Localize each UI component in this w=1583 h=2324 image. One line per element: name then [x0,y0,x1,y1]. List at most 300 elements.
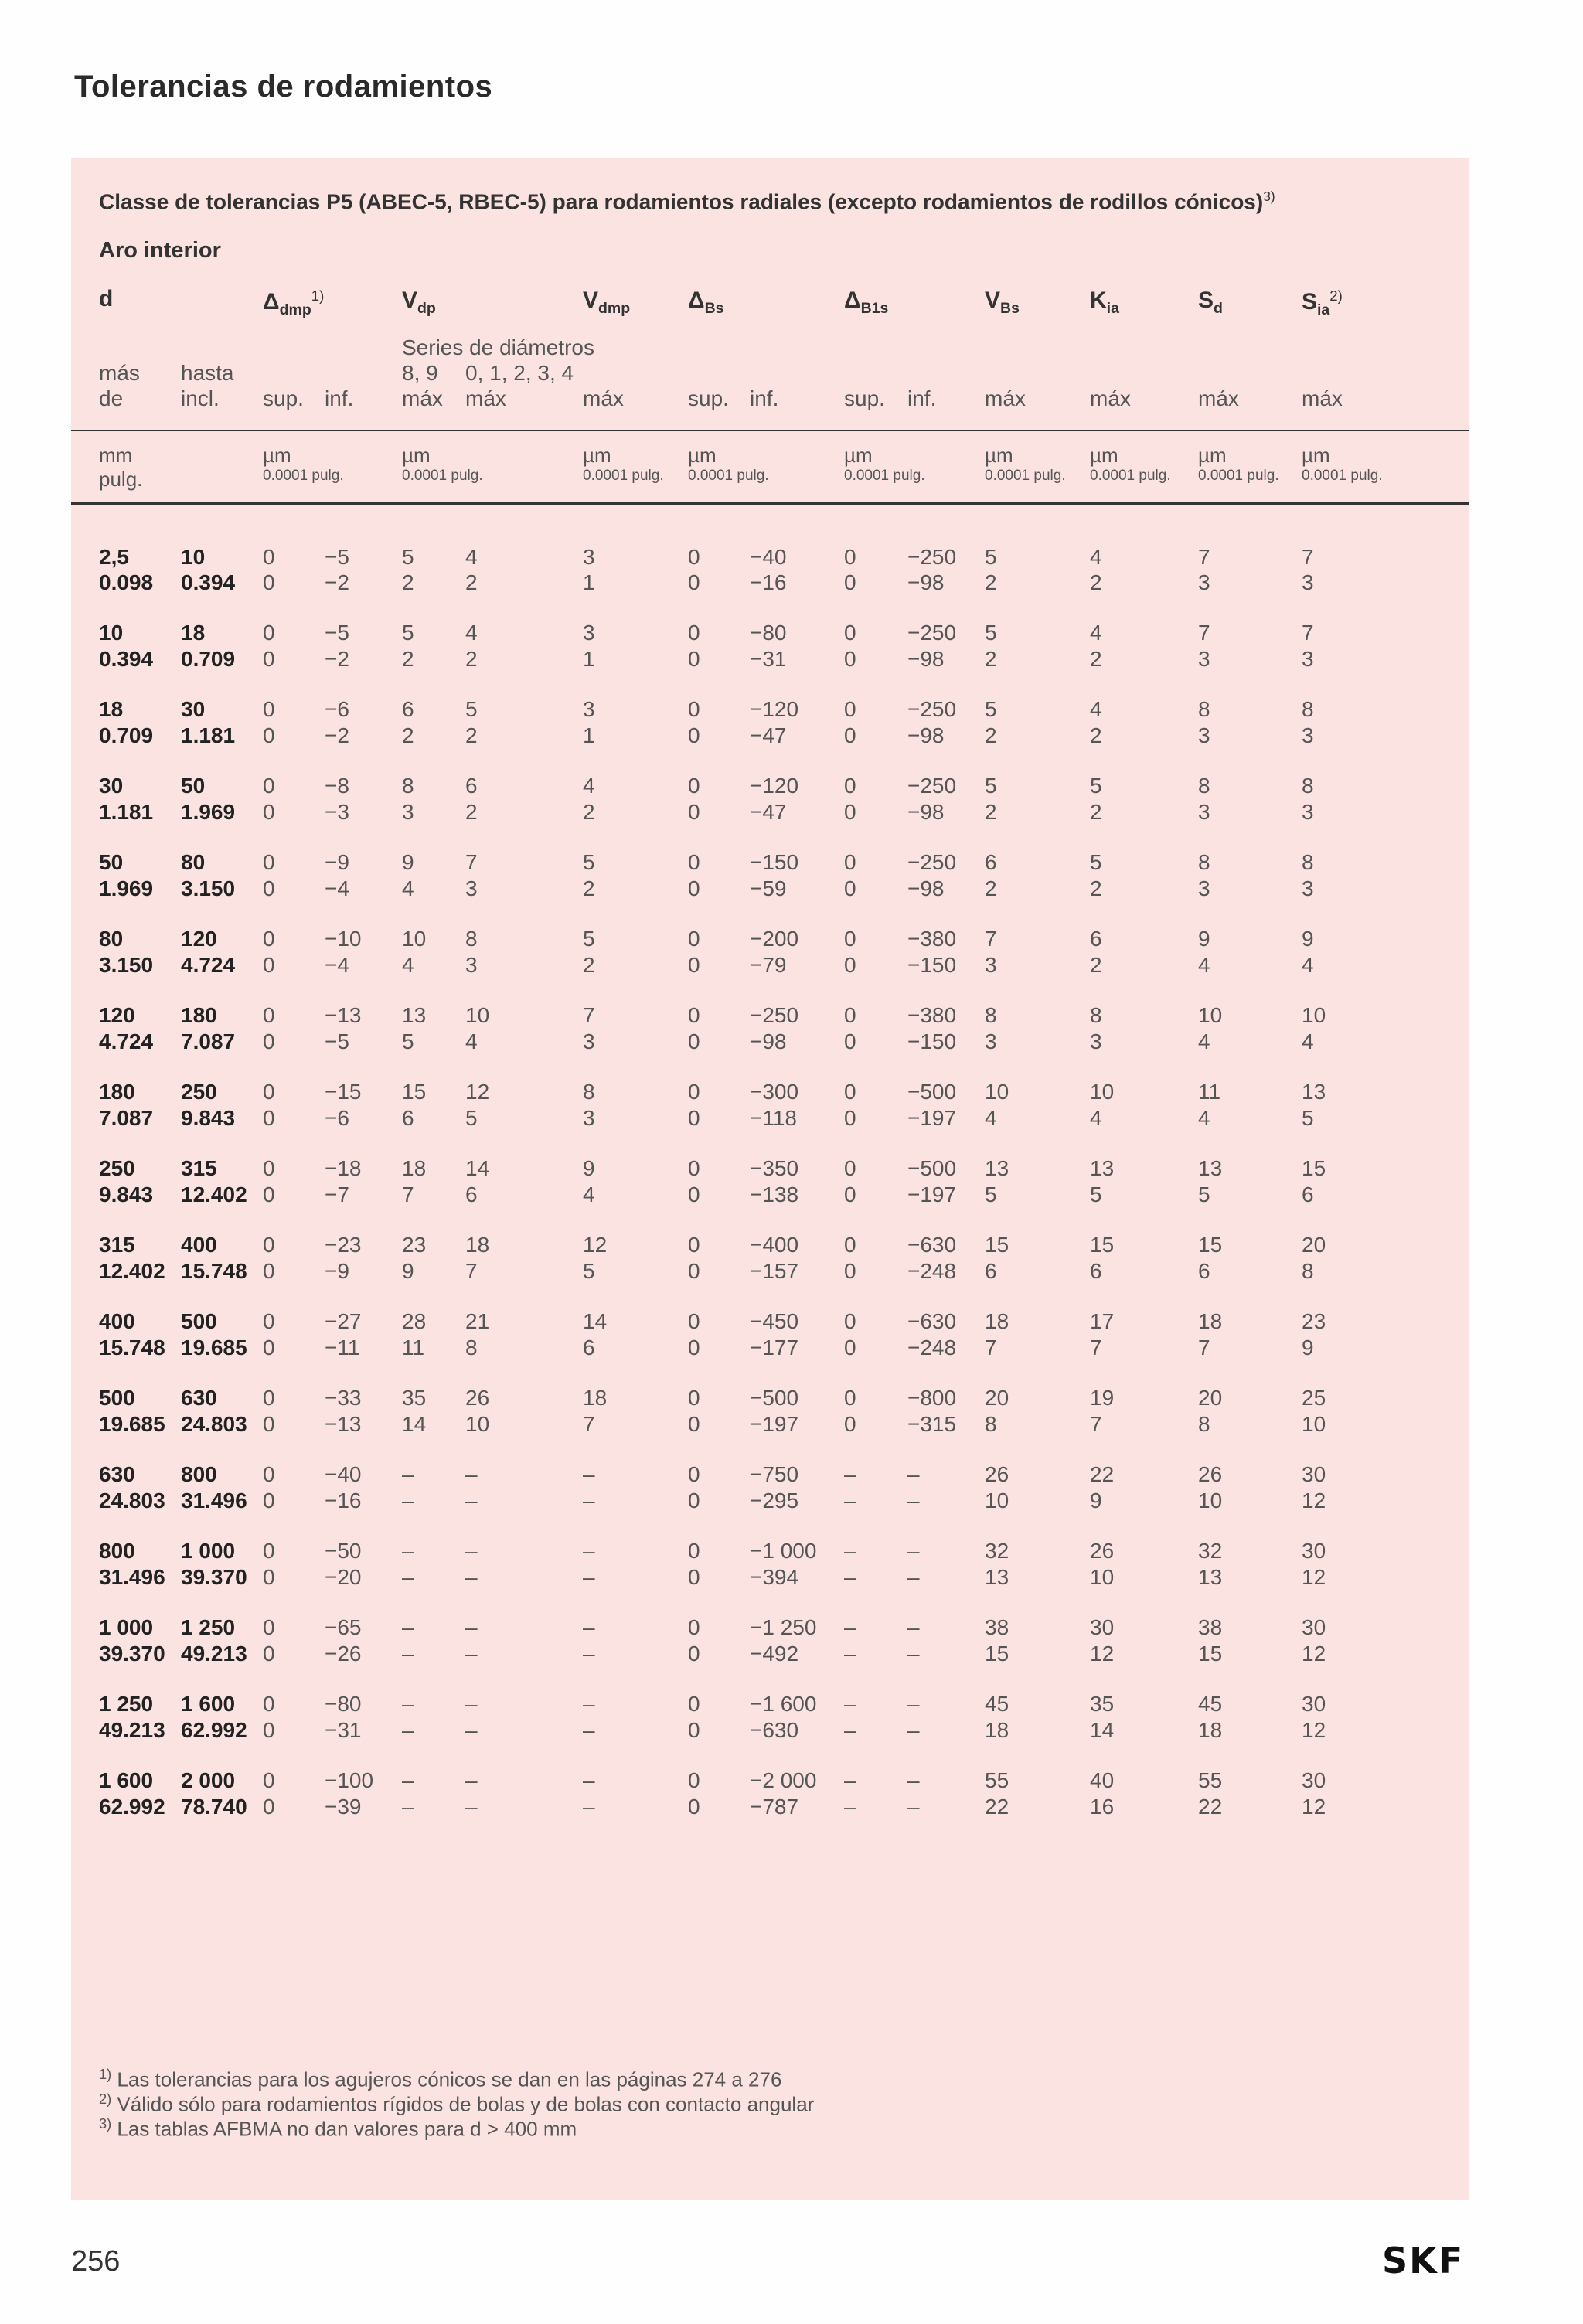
tolerance-cell: 0 [844,876,856,900]
tolerance-cell: 1 [583,723,595,747]
tolerance-cell: 0 [263,621,275,645]
tolerance-cell: – [907,1462,920,1486]
tolerance-cell: 0 [263,1182,275,1206]
bore-diameter-cell: 3.150 [181,876,236,900]
page-title: Tolerancias de rodamientos [74,70,493,104]
tolerance-cell: 8 [985,1003,997,1027]
bore-diameter-cell: 7.087 [181,1029,236,1053]
bore-diameter-cell: 4.724 [181,953,236,977]
row-spacer [71,595,1394,620]
unit-mm: mm pulg. [99,444,143,492]
tolerance-cell: 12 [1302,1565,1326,1589]
tolerance-cell: 6 [985,850,997,874]
row-spacer [71,901,1394,926]
tolerance-cell: 45 [1198,1692,1223,1716]
tolerance-cell: −40 [750,545,787,569]
header-inf-1: inf. [325,386,354,410]
tolerance-cell: 40 [1090,1768,1115,1792]
tolerance-cell: 10 [985,1080,1009,1104]
unit-delta-b1s: µm 0.0001 pulg. [844,444,925,485]
tolerance-cell: 0 [263,697,275,721]
tolerance-cell: – [465,1489,478,1512]
tolerance-cell: 0 [844,621,856,645]
tolerance-cell: – [465,1615,478,1639]
bore-diameter-cell: 1 250 [181,1615,236,1639]
tolerance-cell: −2 [325,570,349,594]
skf-logo: SKF [1382,2240,1465,2281]
table-row [71,1691,1394,1717]
bore-diameter-cell: 500 [99,1386,135,1410]
tolerance-cell: 5 [1198,1182,1210,1206]
tolerance-cell: – [583,1615,595,1639]
header-sd: $S_d$ [1198,288,1223,317]
bore-diameter-cell: 0.394 [181,570,236,594]
tolerance-cell: 4 [465,621,478,645]
tolerance-cell: 7 [985,1336,997,1359]
table-row [71,952,1394,978]
tolerance-cell: 55 [1198,1768,1223,1792]
tolerance-cell: 0 [688,570,700,594]
tolerance-cell: 12 [583,1233,608,1257]
bore-diameter-cell: 62.992 [99,1795,165,1819]
tolerance-cell: −250 [907,697,957,721]
tolerance-cell: 26 [465,1386,490,1410]
tolerance-cell: 18 [402,1156,427,1180]
tolerance-cell: 2 [465,723,478,747]
row-spacer [71,1743,1394,1768]
tolerance-cell: 5 [985,1182,997,1206]
table-row [71,849,1394,876]
bore-diameter-cell: 120 [181,927,217,951]
row-spacer [71,978,1394,1002]
tolerance-cell: −4 [325,876,349,900]
unit-sia: µm 0.0001 pulg. [1302,444,1383,485]
bore-diameter-cell: 12.402 [181,1182,247,1206]
table-row [71,1768,1394,1794]
header-series-b: 0, 1, 2, 3, 4 [465,361,574,385]
tolerance-cell: 18 [985,1309,1009,1333]
table-row [71,570,1394,595]
tolerance-cell: 0 [263,850,275,874]
tolerance-cell: 4 [1302,953,1314,977]
tolerance-cell: – [844,1462,856,1486]
tolerance-cell: −50 [325,1539,362,1563]
tolerance-cell: 13 [402,1003,427,1027]
tolerance-cell: −6 [325,1106,349,1130]
bore-diameter-cell: 19.685 [181,1336,247,1359]
footnote-2: $^{2)}$ Válido sólo para rodamientos rígidos de bolas y de bolas con contacto angular [99,2091,815,2116]
tolerance-cell: 0 [688,1412,700,1436]
bore-diameter-cell: 31.496 [181,1489,247,1512]
table-row [71,620,1394,646]
tolerance-cell: – [583,1539,595,1563]
table-row [71,1461,1394,1488]
tolerance-cell: −13 [325,1003,362,1027]
tolerance-cell: 7 [1198,621,1210,645]
tolerance-cell: −750 [750,1462,799,1486]
tolerance-cell: 55 [985,1768,1009,1792]
footnote-3: $^{3)}$ Las tablas AFBMA no dan valores para d > 400 mm [99,2116,577,2141]
tolerance-cell: 0 [688,1233,700,1257]
tolerance-cell: 0 [263,1080,275,1104]
tolerance-cell: 10 [1090,1080,1115,1104]
tolerance-cell: 2 [985,876,997,900]
tolerance-cell: −630 [907,1233,957,1257]
tolerance-cell: −380 [907,1003,957,1027]
tolerance-cell: 0 [263,1106,275,1130]
tolerance-cell: 6 [1302,1182,1314,1206]
tolerance-cell: −47 [750,800,787,824]
tolerance-cell: 5 [985,621,997,645]
tolerance-cell: 8 [583,1080,595,1104]
units-rule [71,502,1469,505]
tolerance-cell: 4 [1198,1029,1210,1053]
tolerance-cell: 0 [844,850,856,874]
tolerance-cell: 0 [263,1259,275,1283]
tolerance-cell: 3 [465,953,478,977]
tolerance-cell: 0 [688,1642,700,1666]
header-sup-2: sup. [688,386,729,410]
bore-diameter-cell: 4.724 [99,1029,154,1053]
tolerance-cell: 2 [985,647,997,671]
tolerance-cell: −98 [907,647,945,671]
tolerance-cell: 0 [263,1718,275,1742]
tolerance-cell: 9 [402,850,414,874]
tolerance-table-panel [71,158,1469,2200]
table-row [71,799,1394,825]
bore-diameter-cell: 800 [99,1539,135,1563]
tolerance-cell: 13 [1198,1565,1223,1589]
tolerance-cell: 12 [1302,1795,1326,1819]
bore-diameter-cell: 50 [99,850,124,874]
section-title: Aro interior [99,238,221,263]
tolerance-cell: 0 [844,647,856,671]
table-row [71,926,1394,952]
tolerance-cell: 3 [583,697,595,721]
tolerance-cell: – [907,1718,920,1742]
tolerance-cell: – [402,1718,414,1742]
tolerance-cell: 20 [1198,1386,1223,1410]
tolerance-cell: −100 [325,1768,374,1792]
header-kia: $K_{ia}$ [1090,288,1119,317]
tolerance-cell: 4 [985,1106,997,1130]
bore-diameter-cell: 180 [99,1080,135,1104]
tolerance-cell: −450 [750,1309,799,1333]
tolerance-cell: −400 [750,1233,799,1257]
tolerance-cell: 7 [1090,1336,1102,1359]
tolerance-cell: 0 [688,1795,700,1819]
tolerance-cell: 26 [985,1462,1009,1486]
tolerance-cell: 6 [985,1259,997,1283]
tolerance-cell: 0 [688,1259,700,1283]
tolerance-cell: 4 [402,876,414,900]
table-row [71,1002,1394,1029]
tolerance-cell: 7 [985,927,997,951]
bore-diameter-cell: 800 [181,1462,217,1486]
header-delta-bs: $\Delta_{Bs}$ [688,288,724,317]
tolerance-cell: 13 [1090,1156,1115,1180]
header-inf-3: inf. [907,386,937,410]
tolerance-cell: 0 [688,953,700,977]
tolerance-cell: 3 [583,1106,595,1130]
table-row [71,1079,1394,1105]
unit-delta-bs: µm 0.0001 pulg. [688,444,769,485]
tolerance-cell: −492 [750,1642,799,1666]
tolerance-cell: 2 [465,570,478,594]
table-row [71,1105,1394,1131]
tolerance-cell: – [583,1692,595,1716]
tolerance-cell: 5 [583,927,595,951]
tolerance-cell: 2 [402,570,414,594]
tolerance-cell: 4 [583,1182,595,1206]
tolerance-cell: 5 [985,774,997,798]
tolerance-cell: 3 [1198,800,1210,824]
bore-diameter-cell: 10 [99,621,124,645]
tolerance-cell: 0 [844,723,856,747]
tolerance-cell: −248 [907,1259,957,1283]
row-spacer [71,1590,1394,1615]
tolerance-cell: 10 [1302,1412,1326,1436]
tolerance-cell: 2 [465,800,478,824]
bore-diameter-cell: 630 [99,1462,135,1486]
tolerance-cell: −11 [325,1336,360,1359]
tolerance-cell: 5 [985,697,997,721]
tolerance-cell: −295 [750,1489,799,1512]
tolerance-cell: −1 250 [750,1615,817,1639]
header-vdmp: $V_{dmp}$ [583,288,631,317]
tolerance-cell: 45 [985,1692,1009,1716]
tolerance-cell: 0 [688,1386,700,1410]
tolerance-cell: 30 [1302,1768,1326,1792]
tolerance-cell: – [465,1462,478,1486]
tolerance-cell: 6 [402,697,414,721]
tolerance-cell: 15 [1198,1233,1223,1257]
tolerance-cell: – [844,1615,856,1639]
tolerance-cell: −9 [325,850,349,874]
tolerance-cell: 6 [465,1182,478,1206]
tolerance-cell: 3 [1198,647,1210,671]
bore-diameter-cell: 0.098 [99,570,154,594]
tolerance-cell: 1 [583,570,595,594]
header-inf-2: inf. [750,386,779,410]
tolerance-cell: 10 [402,927,427,951]
bore-diameter-cell: 31.496 [99,1565,165,1589]
tolerance-cell: 3 [1198,723,1210,747]
footnote-1: $^{1)}$ Las tolerancias para los agujeros cónicos se dan en las páginas 274 a 276 [99,2067,782,2091]
tolerance-cell: 0 [263,1309,275,1333]
tolerance-cell: −79 [750,953,787,977]
table-row [71,1538,1394,1564]
tolerance-cell: 0 [688,697,700,721]
table-row [71,1641,1394,1666]
tolerance-cell: 7 [1198,1336,1210,1359]
tolerance-cell: – [583,1565,595,1589]
tolerance-cell: 4 [1090,545,1102,569]
tolerance-cell: 5 [465,697,478,721]
tolerance-cell: 5 [1302,1106,1314,1130]
bore-diameter-cell: 120 [99,1003,135,1027]
tolerance-cell: 8 [1302,774,1314,798]
tolerance-cell: 26 [1198,1462,1223,1486]
bore-diameter-cell: 18 [99,697,124,721]
tolerance-cell: 0 [688,876,700,900]
tolerance-cell: 0 [688,1106,700,1130]
tolerance-cell: 18 [1198,1309,1223,1333]
tolerance-cell: −120 [750,697,799,721]
tolerance-cell: 0 [844,953,856,977]
tolerance-cell: −98 [750,1029,787,1053]
tolerance-cell: – [402,1768,414,1792]
tolerance-cell: 0 [688,1615,700,1639]
tolerance-cell: – [583,1768,595,1792]
tolerance-cell: 28 [402,1309,427,1333]
tolerance-cell: – [465,1768,478,1792]
tolerance-cell: 0 [688,1156,700,1180]
tolerance-cell: −40 [325,1462,362,1486]
tolerance-cell: 3 [1198,570,1210,594]
tolerance-cell: 7 [583,1003,595,1027]
tolerance-cell: 5 [583,850,595,874]
tolerance-cell: −350 [750,1156,799,1180]
tolerance-cell: −630 [907,1309,957,1333]
bore-diameter-cell: 1 600 [99,1768,154,1792]
tolerance-cell: 0 [263,647,275,671]
tolerance-cell: – [402,1489,414,1512]
tolerance-cell: 9 [583,1156,595,1180]
tolerance-cell: −5 [325,545,349,569]
tolerance-cell: 0 [688,1462,700,1486]
tolerance-cell: 10 [1090,1565,1115,1589]
tolerance-cell: – [907,1768,920,1792]
tolerance-cell: – [844,1718,856,1742]
tolerance-cell: 7 [1198,545,1210,569]
row-spacer [71,672,1394,696]
bore-diameter-cell: 0.709 [181,647,236,671]
tolerance-cell: 8 [1302,850,1314,874]
tolerance-cell: 25 [1302,1386,1326,1410]
bore-diameter-cell: 10 [181,545,206,569]
row-spacer [71,1666,1394,1691]
tolerance-cell: −1 600 [750,1692,817,1716]
tolerance-cell: 0 [844,1080,856,1104]
bore-diameter-cell: 15.748 [99,1336,165,1359]
bore-diameter-cell: 315 [99,1233,135,1257]
tolerance-cell: 0 [688,723,700,747]
bore-diameter-cell: 9.843 [181,1106,236,1130]
bore-diameter-cell: 24.803 [99,1489,165,1512]
header-sup-3: sup. [844,386,885,410]
tolerance-cell: −98 [907,800,945,824]
tolerance-cell: – [583,1795,595,1819]
tolerance-cell: 2 [583,800,595,824]
tolerance-cell: – [402,1642,414,1666]
tolerance-cell: 14 [465,1156,490,1180]
tolerance-cell: 14 [1090,1718,1115,1742]
tolerance-cell: 7 [465,1259,478,1283]
tolerance-cell: −16 [750,570,787,594]
tolerance-cell: – [583,1642,595,1666]
tolerance-cell: 0 [263,774,275,798]
tolerance-cell: −118 [750,1106,797,1130]
tolerance-cell: – [465,1642,478,1666]
tolerance-cell: – [907,1615,920,1639]
table-row [71,646,1394,672]
tolerance-cell: −250 [750,1003,799,1027]
tolerance-cell: 0 [263,927,275,951]
tolerance-cell: 13 [1302,1080,1326,1104]
header-incl: incl. [181,386,220,410]
table-row [71,1258,1394,1284]
tolerance-cell: 0 [263,1489,275,1512]
row-spacer [71,1207,1394,1232]
tolerance-cell: −39 [325,1795,362,1819]
header-series-a: 8, 9 [402,361,438,385]
tolerance-cell: 0 [688,800,700,824]
tolerance-cell: 0 [844,1029,856,1053]
tolerance-cell: 14 [583,1309,608,1333]
header-max-6: máx [1198,386,1239,410]
bore-diameter-cell: 2,5 [99,545,129,569]
tolerance-cell: 0 [844,1182,856,1206]
tolerance-cell: 5 [402,545,414,569]
tolerance-cell: 0 [688,1768,700,1792]
tolerance-cell: −394 [750,1565,799,1589]
tolerance-cell: −16 [325,1489,362,1512]
bore-diameter-cell: 250 [99,1156,135,1180]
tolerance-cell: −98 [907,723,945,747]
header-de: de [99,386,124,410]
tolerance-cell: 9 [1198,927,1210,951]
bore-diameter-cell: 30 [99,774,124,798]
bore-diameter-cell: 1 600 [181,1692,236,1716]
bore-diameter-cell: 18 [181,621,206,645]
tolerance-cell: 2 [465,647,478,671]
bore-diameter-cell: 12.402 [99,1259,165,1283]
tolerance-cell: – [844,1642,856,1666]
tolerance-cell: 0 [844,1412,856,1436]
row-spacer [71,1284,1394,1308]
tolerance-cell: −248 [907,1336,957,1359]
tolerance-cell: 15 [1090,1233,1115,1257]
tolerance-cell: 22 [1090,1462,1115,1486]
table-row [71,1385,1394,1411]
unit-vdp: µm 0.0001 pulg. [402,444,483,485]
tolerance-cell: 35 [402,1386,427,1410]
tolerance-cell: 0 [263,1336,275,1359]
tolerance-cell: 5 [1090,774,1102,798]
tolerance-cell: 0 [263,1156,275,1180]
tolerance-cell: 32 [985,1539,1009,1563]
header-max-1: máx [402,386,443,410]
tolerance-cell: 3 [583,545,595,569]
tolerance-cell: 0 [263,1615,275,1639]
table-row [71,876,1394,901]
header-delta-dmp: $\Delta_{dmp}^{1)}$ [263,288,325,318]
tolerance-cell: −380 [907,927,957,951]
tolerance-cell: −250 [907,850,957,874]
tolerance-cell: 3 [1198,876,1210,900]
tolerance-cell: 32 [1198,1539,1223,1563]
tolerance-cell: – [844,1489,856,1512]
table-row [71,1615,1394,1641]
tolerance-cell: −787 [750,1795,799,1819]
tolerance-cell: 8 [1302,1259,1314,1283]
tolerance-cell: 0 [844,1003,856,1027]
tolerance-cell: 21 [465,1309,490,1333]
tolerance-cell: – [465,1539,478,1563]
tolerance-cell: 0 [844,800,856,824]
tolerance-cell: 0 [688,1309,700,1333]
